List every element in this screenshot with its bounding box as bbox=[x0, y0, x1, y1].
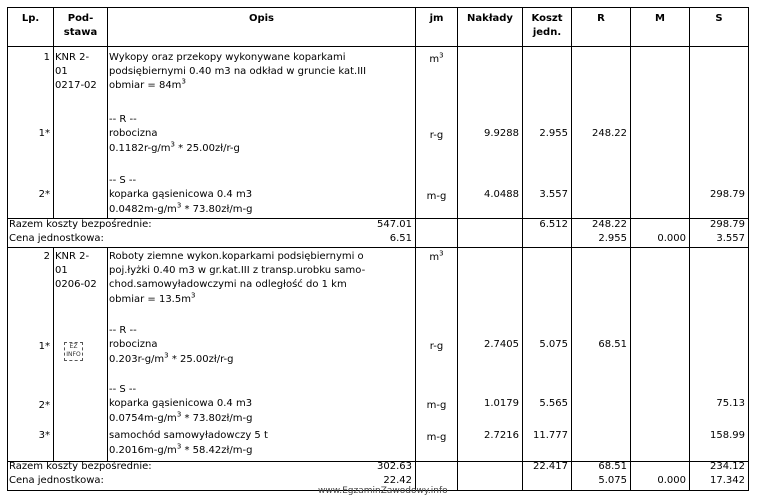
pos2-s2-lp: 2* bbox=[38, 400, 50, 411]
pos1-r-formula: $0.1182r-g/m^3$ * 25.00zł/r-g bbox=[109, 140, 240, 154]
pos2-s3-jm: m-g bbox=[426, 432, 447, 443]
pos1-cena-label: Cena jednostkowa: bbox=[9, 233, 104, 244]
info-icon[interactable]: EZ INFO bbox=[64, 342, 83, 361]
pos2-podstawa-line: 01 bbox=[55, 265, 68, 276]
pos1-podstawa-line: 01 bbox=[55, 66, 68, 77]
pos1-opis-line: obmiar = $84m^3$ bbox=[109, 77, 186, 91]
pos1-opis-line: Wykopy oraz przekopy wykonywane koparkami bbox=[109, 52, 346, 63]
pos2-cena-s: 17.342 bbox=[710, 475, 745, 486]
pos1-jm: $m^3$ bbox=[429, 51, 444, 65]
pos2-s3-naklady: 2.7216 bbox=[484, 430, 519, 441]
pos2-razem-label: Razem koszty bezpośrednie: bbox=[9, 461, 152, 472]
pos2-cena-r: 5.075 bbox=[598, 475, 627, 486]
pos1-s-lp: 2* bbox=[38, 189, 50, 200]
pos2-r-formula: $0.203r-g/m^3$ * 25.00zł/r-g bbox=[109, 351, 234, 365]
header-m: M bbox=[655, 13, 665, 24]
pos2-s3-s: 158.99 bbox=[710, 430, 745, 441]
pos2-s3-koszt: 11.777 bbox=[533, 430, 568, 441]
pos1-r-name: robocizna bbox=[109, 128, 158, 139]
pos1-s-naklady: 4.0488 bbox=[484, 189, 519, 200]
pos2-s2-s: 75.13 bbox=[716, 398, 745, 409]
pos2-s2-formula: $0.0754m-g/m^3$ * 73.80zł/m-g bbox=[109, 410, 253, 424]
pos2-opis-line: chod.samowyładowczymi na odległość do 1 km bbox=[109, 279, 347, 290]
pos2-r-naklady: 2.7405 bbox=[484, 339, 519, 350]
pos1-podstawa-line: 0217-02 bbox=[55, 80, 97, 91]
header-opis: Opis bbox=[248, 13, 275, 24]
pos2-razem-koszt: 22.417 bbox=[533, 461, 568, 472]
pos1-razem-koszt: 6.512 bbox=[539, 219, 568, 230]
pos2-podstawa-line: 0206-02 bbox=[55, 279, 97, 290]
pos2-s3-name: samochód samowyładowczy 5 t bbox=[109, 430, 268, 441]
pos2-razem-value: 302.63 bbox=[377, 461, 412, 472]
pos2-s3-formula: $0.2016m-g/m^3$ * 58.42zł/m-g bbox=[109, 442, 253, 456]
header-s: S bbox=[715, 13, 723, 24]
pos2-r-r: 68.51 bbox=[598, 339, 627, 350]
header-podstawa-1: Pod- bbox=[67, 13, 94, 24]
pos1-razem-r: 248.22 bbox=[592, 219, 627, 230]
pos1-cena-s: 3.557 bbox=[716, 233, 745, 244]
header-koszt-1: Koszt bbox=[531, 13, 563, 24]
pos2-r-koszt: 5.075 bbox=[539, 339, 568, 350]
pos2-r-jm: r-g bbox=[429, 341, 444, 352]
pos2-r-lp: 1* bbox=[38, 341, 50, 352]
pos1-s-header: -- S -- bbox=[109, 175, 137, 186]
pos1-opis-line: podsiębiernymi 0.40 m3 na odkład w gruncie kat.III bbox=[109, 66, 367, 77]
pos2-jm: $m^3$ bbox=[429, 249, 444, 263]
pos1-lp: 1 bbox=[43, 52, 50, 63]
watermark: www.EgzaminZawodowy.info bbox=[318, 486, 448, 496]
pos1-s-koszt: 3.557 bbox=[539, 189, 568, 200]
pos1-r-koszt: 2.955 bbox=[539, 128, 568, 139]
header-jm: jm bbox=[429, 13, 444, 24]
pos1-cena-value: 6.51 bbox=[389, 233, 412, 244]
header-podstawa-2: stawa bbox=[63, 27, 98, 38]
pos2-s3-lp: 3* bbox=[38, 430, 50, 441]
pos2-opis-line: Roboty ziemne wykon.koparkami podsiębiernymi o bbox=[109, 251, 364, 262]
header-lp: Lp. bbox=[21, 13, 40, 24]
pos1-razem-value: 547.01 bbox=[377, 219, 412, 230]
header-koszt-2: jedn. bbox=[532, 27, 562, 38]
pos1-razem-s: 298.79 bbox=[710, 219, 745, 230]
pos2-cena-label: Cena jednostkowa: bbox=[9, 475, 104, 486]
pos2-s2-naklady: 1.0179 bbox=[484, 398, 519, 409]
pos2-razem-r: 68.51 bbox=[598, 461, 627, 472]
pos2-s2-name: koparka gąsienicowa 0.4 m3 bbox=[109, 398, 253, 409]
pos1-r-r: 248.22 bbox=[592, 128, 627, 139]
pos1-podstawa-line: KNR 2- bbox=[55, 52, 90, 63]
header-naklady: Nakłady bbox=[467, 13, 513, 24]
pos2-opis-line: poj.łyżki 0.40 m3 w gr.kat.III z transp.urobku samo- bbox=[109, 265, 366, 276]
pos2-razem-s: 234.12 bbox=[710, 461, 745, 472]
pos1-cena-m: 0.000 bbox=[657, 233, 686, 244]
pos2-cena-value: 22.42 bbox=[383, 475, 412, 486]
pos2-r-header: -- R -- bbox=[109, 325, 137, 336]
pos2-cena-m: 0.000 bbox=[657, 475, 686, 486]
pos2-s2-koszt: 5.565 bbox=[539, 398, 568, 409]
pos1-s-s: 298.79 bbox=[710, 189, 745, 200]
header-r: R bbox=[597, 13, 605, 24]
pos2-s2-jm: m-g bbox=[426, 400, 447, 411]
pos1-cena-r: 2.955 bbox=[598, 233, 627, 244]
pos2-lp: 2 bbox=[43, 251, 50, 262]
pos1-r-header: -- R -- bbox=[109, 114, 137, 125]
pos1-s-formula: $0.0482m-g/m^3$ * 73.80zł/m-g bbox=[109, 201, 253, 215]
pos1-r-jm: r-g bbox=[429, 130, 444, 141]
pos1-r-lp: 1* bbox=[38, 128, 50, 139]
pos2-r-name: robocizna bbox=[109, 339, 158, 350]
pos2-opis-line: obmiar = $13.5m^3$ bbox=[109, 291, 196, 305]
pos1-razem-label: Razem koszty bezpośrednie: bbox=[9, 219, 152, 230]
pos2-podstawa-line: KNR 2- bbox=[55, 251, 90, 262]
pos1-s-name: koparka gąsienicowa 0.4 m3 bbox=[109, 189, 253, 200]
pos1-r-naklady: 9.9288 bbox=[484, 128, 519, 139]
pos1-s-jm: m-g bbox=[426, 191, 447, 202]
pos2-s-header: -- S -- bbox=[109, 384, 137, 395]
